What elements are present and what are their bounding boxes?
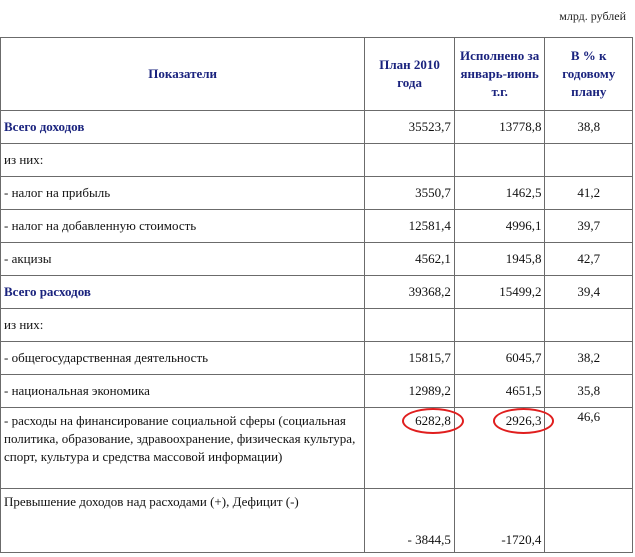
row-executed: 15499,2 [454, 276, 545, 309]
header-indicator: Показатели [1, 38, 365, 111]
row-plan: 15815,7 [365, 342, 455, 375]
highlight-circle: 6282,8 [415, 413, 451, 428]
unit-label: млрд. рублей [559, 9, 626, 23]
row-plan: - 3844,5 [365, 489, 455, 553]
header-plan: План 2010 года [365, 38, 455, 111]
header-executed: Исполнено за январь-июнь т.г. [454, 38, 545, 111]
row-plan: 39368,2 [365, 276, 455, 309]
row-executed: 4651,5 [454, 375, 545, 408]
header-percent: В % к годовому плану [545, 38, 633, 111]
row-percent: 39,4 [545, 276, 633, 309]
row-percent [545, 144, 633, 177]
row-name: - национальная экономика [1, 375, 365, 408]
row-plan: 12581,4 [365, 210, 455, 243]
row-name: - налог на добавленную стоимость [1, 210, 365, 243]
row-percent: 41,2 [545, 177, 633, 210]
row-executed [454, 309, 545, 342]
row-name: Всего доходов [1, 111, 365, 144]
row-name: Всего расходов [1, 276, 365, 309]
row-executed: 13778,8 [454, 111, 545, 144]
row-percent: 38,2 [545, 342, 633, 375]
row-name: - общегосударственная деятельность [1, 342, 365, 375]
row-plan: 4562,1 [365, 243, 455, 276]
row-plan [365, 408, 455, 489]
row-executed: 4996,1 [454, 210, 545, 243]
row-name: из них: [1, 309, 365, 342]
row-executed: -1720,4 [454, 489, 545, 553]
row-name: из них: [1, 144, 365, 177]
row-name: - расходы на финансирование социальной сферы (социальная политика, образование, здравоохранение, физическая культура, спорт, культура и средства массовой информации) [1, 408, 365, 489]
row-executed: 6045,7 [454, 342, 545, 375]
row-plan [365, 144, 455, 177]
table-row [1, 210, 633, 243]
table-row [1, 276, 633, 309]
row-name: - налог на прибыль [1, 177, 365, 210]
row-percent [545, 309, 633, 342]
row-name: - акцизы [1, 243, 365, 276]
row-percent: 46,6 [545, 408, 633, 489]
table-row [1, 309, 633, 342]
row-plan [365, 309, 455, 342]
table-row [1, 243, 633, 276]
row-executed [454, 408, 545, 489]
header-row [1, 38, 633, 111]
row-name: Превышение доходов над расходами (+), Дефицит (-) [1, 489, 365, 553]
row-executed [454, 144, 545, 177]
row-plan: 35523,7 [365, 111, 455, 144]
table-row [1, 144, 633, 177]
budget-table [0, 37, 633, 553]
row-percent: 42,7 [545, 243, 633, 276]
row-executed: 1945,8 [454, 243, 545, 276]
row-percent [545, 489, 633, 553]
highlight-circle: 2926,3 [505, 413, 542, 428]
table-row [1, 408, 633, 489]
table-row [1, 489, 633, 553]
table-row [1, 375, 633, 408]
row-percent: 35,8 [545, 375, 633, 408]
row-percent: 38,8 [545, 111, 633, 144]
row-plan: 12989,2 [365, 375, 455, 408]
row-executed: 1462,5 [454, 177, 545, 210]
table-row [1, 177, 633, 210]
table-row [1, 342, 633, 375]
row-percent: 39,7 [545, 210, 633, 243]
row-plan: 3550,7 [365, 177, 455, 210]
table-row [1, 111, 633, 144]
